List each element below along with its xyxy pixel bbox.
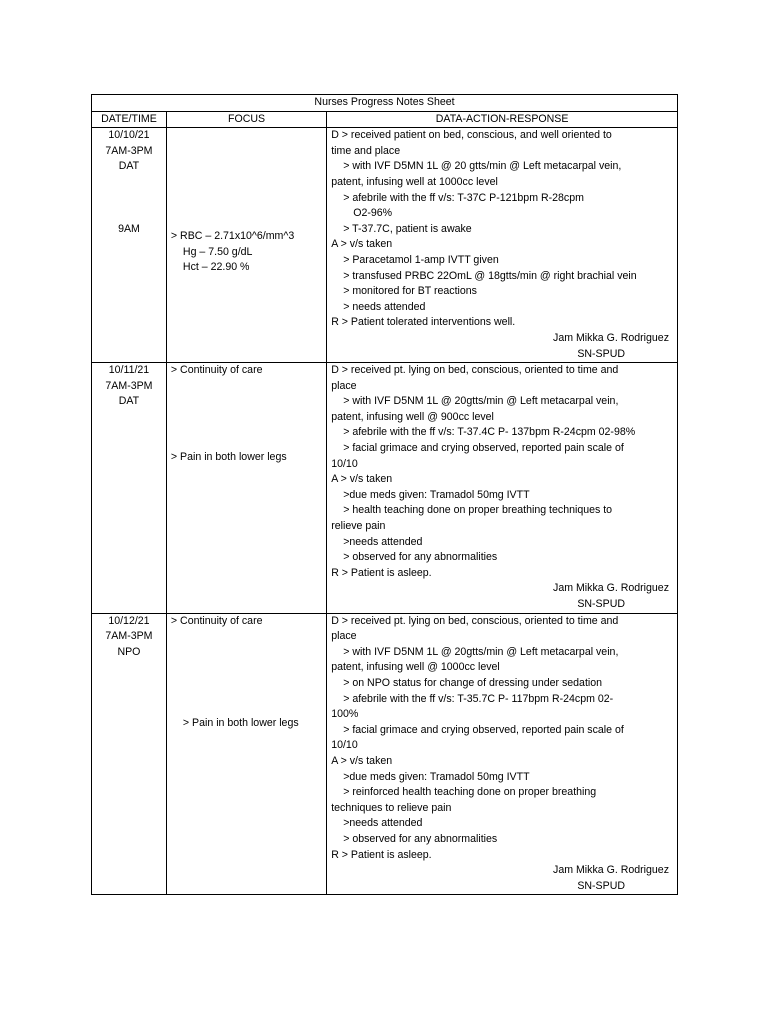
note-line: D > received pt. lying on bed, conscious, oriented to time and <box>331 614 619 627</box>
focus-line: > Continuity of care <box>170 614 263 627</box>
note-line: > with IVF D5NM 1L @ 20gtts/min @ Left metacarpal vein, <box>343 645 619 658</box>
note-line: D > received patient on bed, conscious, and well oriented to <box>331 129 612 142</box>
sheet-title: Nurses Progress Notes Sheet <box>92 95 678 112</box>
note-line: > monitored for BT reactions <box>343 285 477 298</box>
notes-cell <box>327 363 678 614</box>
note-line: D > received pt. lying on bed, conscious, oriented to time and <box>331 364 619 377</box>
note-line: R > Patient tolerated interventions well. <box>331 316 516 329</box>
signature: Jam Mikka G. Rodriguez <box>553 582 669 595</box>
note-line: > transfused PRBC 22OmL @ 18gtts/min @ right brachial vein <box>343 269 637 282</box>
note-line: place <box>331 379 357 392</box>
note-line: >due meds given: Tramadol 50mg IVTT <box>343 770 530 783</box>
header-row <box>92 111 678 128</box>
entry-status: DAT <box>118 160 140 173</box>
focus-line: > Pain in both lower legs <box>170 450 287 463</box>
note-line: place <box>331 630 357 643</box>
date-cell <box>92 613 167 895</box>
focus-cell <box>166 363 326 614</box>
focus-cell <box>166 128 326 363</box>
note-line: > health teaching done on proper breathing techniques to <box>343 504 613 517</box>
note-line: > facial grimace and crying observed, reported pain scale of <box>343 723 624 736</box>
note-line: > T-37.7C, patient is awake <box>343 222 472 235</box>
note-line: techniques to relieve pain <box>331 801 452 814</box>
note-line: > with IVF D5MN 1L @ 20 gtts/min @ Left metacarpal vein, <box>343 160 622 173</box>
note-line: R > Patient is asleep. <box>331 848 432 861</box>
signature: Jam Mikka G. Rodriguez <box>553 331 669 344</box>
note-line: > afebrile with the ff v/s: T-37C P-121bpm R-28cpm <box>343 191 584 204</box>
note-line: > facial grimace and crying observed, reported pain scale of <box>343 442 624 455</box>
note-line: > with IVF D5NM 1L @ 20gtts/min @ Left metacarpal vein, <box>343 395 619 408</box>
note-line: > reinforced health teaching done on proper breathing <box>343 786 597 799</box>
entry-status: NPO <box>117 645 141 658</box>
note-line: >due meds given: Tramadol 50mg IVTT <box>343 488 530 501</box>
note-line: > observed for any abnormalities <box>343 832 498 845</box>
note-line: patent, infusing well @ 900cc level <box>331 410 494 423</box>
focus-line: > RBC – 2.71x10^6/mm^3 <box>170 230 295 243</box>
note-line: A > v/s taken <box>331 754 393 767</box>
note-line: relieve pain <box>331 520 386 533</box>
entry-time: 9AM <box>118 222 140 235</box>
focus-line: Hg – 7.50 g/dL <box>182 245 253 258</box>
table-row <box>92 128 678 363</box>
focus-line: > Continuity of care <box>170 364 263 377</box>
note-line: 10/10 <box>331 739 358 752</box>
note-line: >needs attended <box>343 535 423 548</box>
entry-shift: 7AM-3PM <box>105 630 153 643</box>
progress-notes-table <box>91 94 678 895</box>
note-line: patent, infusing well @ 1000cc level <box>331 661 500 674</box>
note-line: > on NPO status for change of dressing under sedation <box>343 676 603 689</box>
entry-date: 10/10/21 <box>108 129 150 142</box>
credential: SN-SPUD <box>577 879 625 892</box>
date-cell <box>92 128 167 363</box>
notes-cell <box>327 128 678 363</box>
note-line: > afebrile with the ff v/s: T-37.4C P- 137bpm R-24cpm 02-98% <box>343 426 636 439</box>
header-dar: DATA-ACTION-RESPONSE <box>327 111 678 128</box>
header-date: DATE/TIME <box>92 111 167 128</box>
entry-shift: 7AM-3PM <box>105 379 153 392</box>
note-line: patent, infusing well at 1000cc level <box>331 175 498 188</box>
focus-cell <box>166 613 326 895</box>
entry-shift: 7AM-3PM <box>105 144 153 157</box>
focus-line: Hct – 22.90 % <box>182 261 250 274</box>
note-line: > needs attended <box>343 300 426 313</box>
credential: SN-SPUD <box>577 347 625 360</box>
note-line: 100% <box>331 708 359 721</box>
note-line: > observed for any abnormalities <box>343 551 498 564</box>
table-row <box>92 363 678 614</box>
entry-status: DAT <box>118 395 140 408</box>
title-row <box>92 95 678 112</box>
table-row <box>92 613 678 895</box>
note-line: time and place <box>331 144 401 157</box>
entry-date: 10/11/21 <box>108 364 150 377</box>
focus-line: > Pain in both lower legs <box>182 717 299 730</box>
header-focus: FOCUS <box>166 111 326 128</box>
notes-cell <box>327 613 678 895</box>
note-line: A > v/s taken <box>331 238 393 251</box>
entry-date: 10/12/21 <box>108 614 150 627</box>
note-line: > Paracetamol 1-amp IVTT given <box>343 253 499 266</box>
credential: SN-SPUD <box>577 598 625 610</box>
note-line: >needs attended <box>343 817 423 830</box>
note-line: > afebrile with the ff v/s: T-35.7C P- 117bpm R-24cpm 02- <box>343 692 614 705</box>
note-line: 10/10 <box>331 457 358 470</box>
date-cell <box>92 363 167 614</box>
signature: Jam Mikka G. Rodriguez <box>553 864 669 877</box>
note-line: A > v/s taken <box>331 473 393 486</box>
note-line: R > Patient is asleep. <box>331 566 432 579</box>
note-line: O2-96% <box>353 207 393 220</box>
